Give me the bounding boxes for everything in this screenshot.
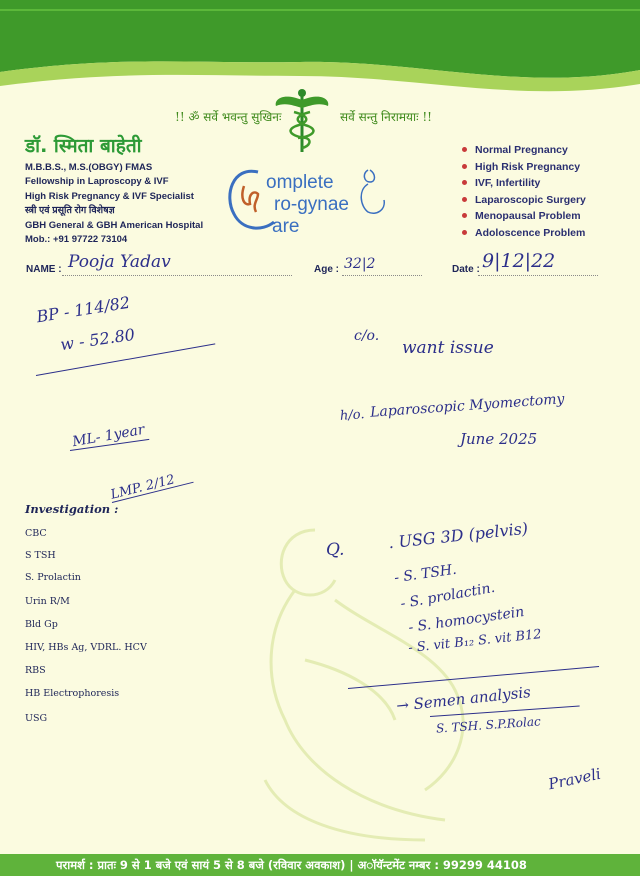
credential-line: स्त्री एवं प्रसूति रोग विशेषज्ञ bbox=[25, 205, 115, 217]
investigation-item: USG bbox=[25, 713, 48, 724]
doctor-signature: Praveli bbox=[546, 764, 603, 794]
investigation-item: S TSH bbox=[25, 550, 56, 561]
mantra-left: !! ॐ सर्वे भवन्तु सुखिनः bbox=[175, 110, 282, 124]
service-item: Laparoscopic Surgery bbox=[462, 192, 586, 209]
service-item: High Risk Pregnancy bbox=[462, 159, 586, 176]
logo-text-line1: omplete bbox=[266, 172, 334, 193]
history-date: June 2025 bbox=[460, 430, 538, 448]
credential-line: Fellowship in Laproscopy & IVF bbox=[25, 176, 169, 188]
advice-item: - S. prolactin. bbox=[399, 579, 497, 613]
date-underline bbox=[478, 275, 598, 276]
semen-sub-note: S. TSH. S.P.Rolac bbox=[435, 714, 542, 736]
patient-age-value: 32|2 bbox=[344, 256, 376, 272]
co-label: c/o. bbox=[354, 328, 380, 344]
caduceus-icon bbox=[272, 88, 332, 154]
history-value: Laparoscopic Myomectomy bbox=[369, 391, 565, 421]
investigation-item: RBS bbox=[25, 665, 46, 676]
advice-item: - S. TSH. bbox=[393, 561, 458, 587]
doctor-credentials bbox=[25, 161, 203, 247]
investigation-item: HB Electrophoresis bbox=[25, 688, 120, 699]
lmp-note: LMP. 2/12 bbox=[109, 472, 177, 503]
bullet-icon bbox=[462, 164, 467, 169]
credential-line: M.B.B.S., M.S.(OBGY) FMAS bbox=[25, 162, 153, 173]
service-item: Menopausal Problem bbox=[462, 208, 586, 225]
investigation-title: Investigation : bbox=[25, 502, 119, 516]
mantra-right: सर्वे सन्तु निरामयाः !! bbox=[340, 110, 432, 124]
weight-note: w - 52.80 bbox=[59, 324, 137, 355]
age-underline bbox=[342, 275, 422, 276]
bullet-icon bbox=[462, 230, 467, 235]
patient-name-value: Pooja Yadav bbox=[68, 252, 171, 272]
investigation-item: HIV, HBs Ag, VDRL. HCV bbox=[25, 642, 147, 653]
doctor-mobile: Mob.: +91 97722 73104 bbox=[25, 234, 128, 246]
service-item: IVF, Infertility bbox=[462, 175, 586, 192]
name-underline bbox=[62, 275, 292, 276]
age-label: Age : bbox=[314, 264, 339, 275]
investigation-item: Urin R/M bbox=[25, 596, 70, 607]
advice-item: - S. homocystein bbox=[407, 603, 526, 637]
logo-text-line2: ro-gynae bbox=[274, 194, 349, 215]
logo-text-line3: are bbox=[272, 216, 300, 237]
complaint-value: want issue bbox=[402, 338, 494, 358]
bullet-icon bbox=[462, 147, 467, 152]
footer-timings: परामर्श : प्रातः 9 से 1 बजे एवं सायं 5 से 8 बजे (रविवार अवकाश) | अॉयॅन्टमेंट नम्बर : 99299 44108 bbox=[56, 858, 527, 872]
advice-item: - S. vit B₁₂ S. vit B12 bbox=[407, 627, 543, 656]
advice-item: . USG 3D (pelvis) bbox=[387, 518, 529, 553]
bullet-icon bbox=[462, 213, 467, 218]
ho-label: h/o. bbox=[339, 407, 365, 424]
advice-mark: Q. bbox=[326, 540, 345, 560]
credential-line: High Risk Pregnancy & IVF Specialist bbox=[25, 190, 194, 202]
service-item: Adoloscence Problem bbox=[462, 225, 586, 242]
ml-note: ML- 1year bbox=[71, 421, 146, 451]
date-label: Date : bbox=[452, 264, 480, 275]
bullet-icon bbox=[462, 197, 467, 202]
clinic-logo bbox=[218, 160, 393, 240]
bullet-icon bbox=[462, 180, 467, 185]
bp-note: BP - 114/82 bbox=[35, 292, 132, 327]
name-label: NAME : bbox=[26, 264, 62, 275]
investigation-item: Bld Gp bbox=[25, 619, 58, 630]
investigation-item: CBC bbox=[25, 528, 47, 539]
visit-date-value: 9|12|22 bbox=[482, 250, 556, 272]
semen-analysis-note: → Semen analysis bbox=[395, 682, 532, 716]
services-list bbox=[462, 142, 586, 242]
credential-line: GBH General & GBH American Hospital bbox=[25, 219, 204, 231]
investigation-item: S. Prolactin bbox=[25, 572, 81, 583]
doctor-name: डॉ. स्मिता बाहेती bbox=[25, 135, 142, 157]
service-item: Normal Pregnancy bbox=[462, 142, 586, 159]
footer-band bbox=[0, 854, 640, 876]
